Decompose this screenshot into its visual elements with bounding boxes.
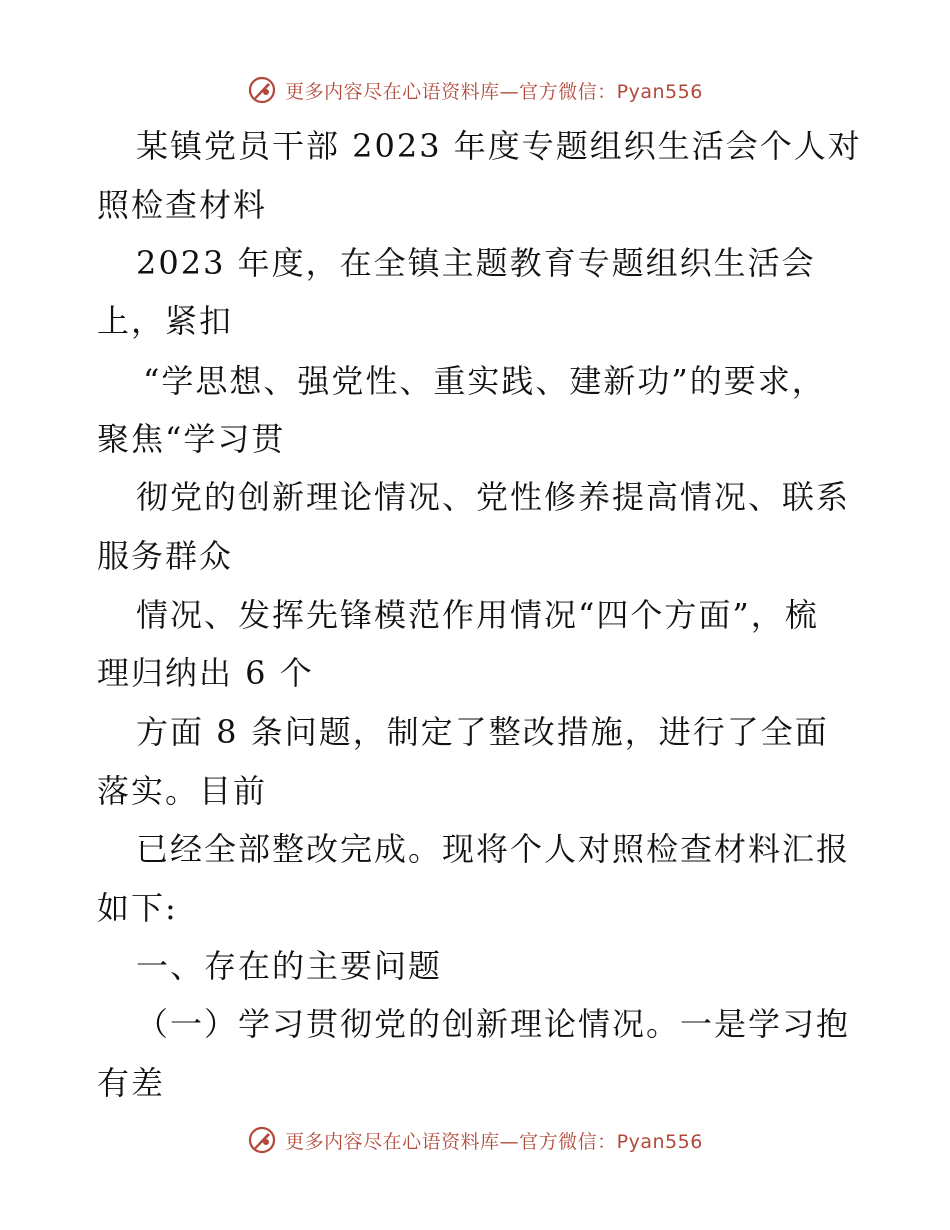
feather-pen-seal-icon — [247, 75, 277, 105]
paragraph-line: 已经全部整改完成。现将个人对照检查材料汇报 — [136, 830, 851, 868]
footer-watermark-text: 更多内容尽在心语资料库—官方微信：Pyan556 — [285, 1130, 703, 1153]
paragraph-line: 服务群众 — [97, 537, 234, 575]
title-line-1: 某镇党员干部 2023 年度专题组织生活会个人对 — [136, 127, 862, 165]
paragraph-line: （一）学习贯彻党的创新理论情况。一是学习抱 — [136, 1005, 851, 1043]
paragraph-line: 理归纳出 6 个 — [97, 654, 314, 692]
paragraph-line: 2023 年度，在全镇主题教育专题组织生活会 — [136, 244, 816, 282]
paragraph-line: 彻党的创新理论情况、党性修养提高情况、联系 — [136, 478, 851, 516]
footer-watermark-banner — [0, 1120, 950, 1160]
paragraph-line: 聚焦“学习贯 — [97, 420, 286, 458]
paragraph-line: 落实。目前 — [97, 772, 268, 810]
paragraph-line: 如下: — [97, 889, 178, 927]
paragraph-line: “学思想、强党性、重实践、建新功”的要求， — [143, 362, 826, 400]
header-watermark-text: 更多内容尽在心语资料库—官方微信：Pyan556 — [285, 80, 703, 103]
paragraph-line: 上，紧扣 — [97, 302, 234, 340]
feather-pen-seal-icon — [247, 1125, 277, 1155]
section-heading: 一、存在的主要问题 — [136, 947, 443, 985]
paragraph-line: 情况、发挥先锋模范作用情况“四个方面”，梳 — [136, 596, 819, 634]
paragraph-line: 方面 8 条问题，制定了整改措施，进行了全面 — [136, 713, 829, 751]
paragraph-line: 有差 — [97, 1064, 166, 1102]
header-watermark-banner — [0, 70, 950, 110]
title-line-2: 照检查材料 — [97, 186, 268, 224]
